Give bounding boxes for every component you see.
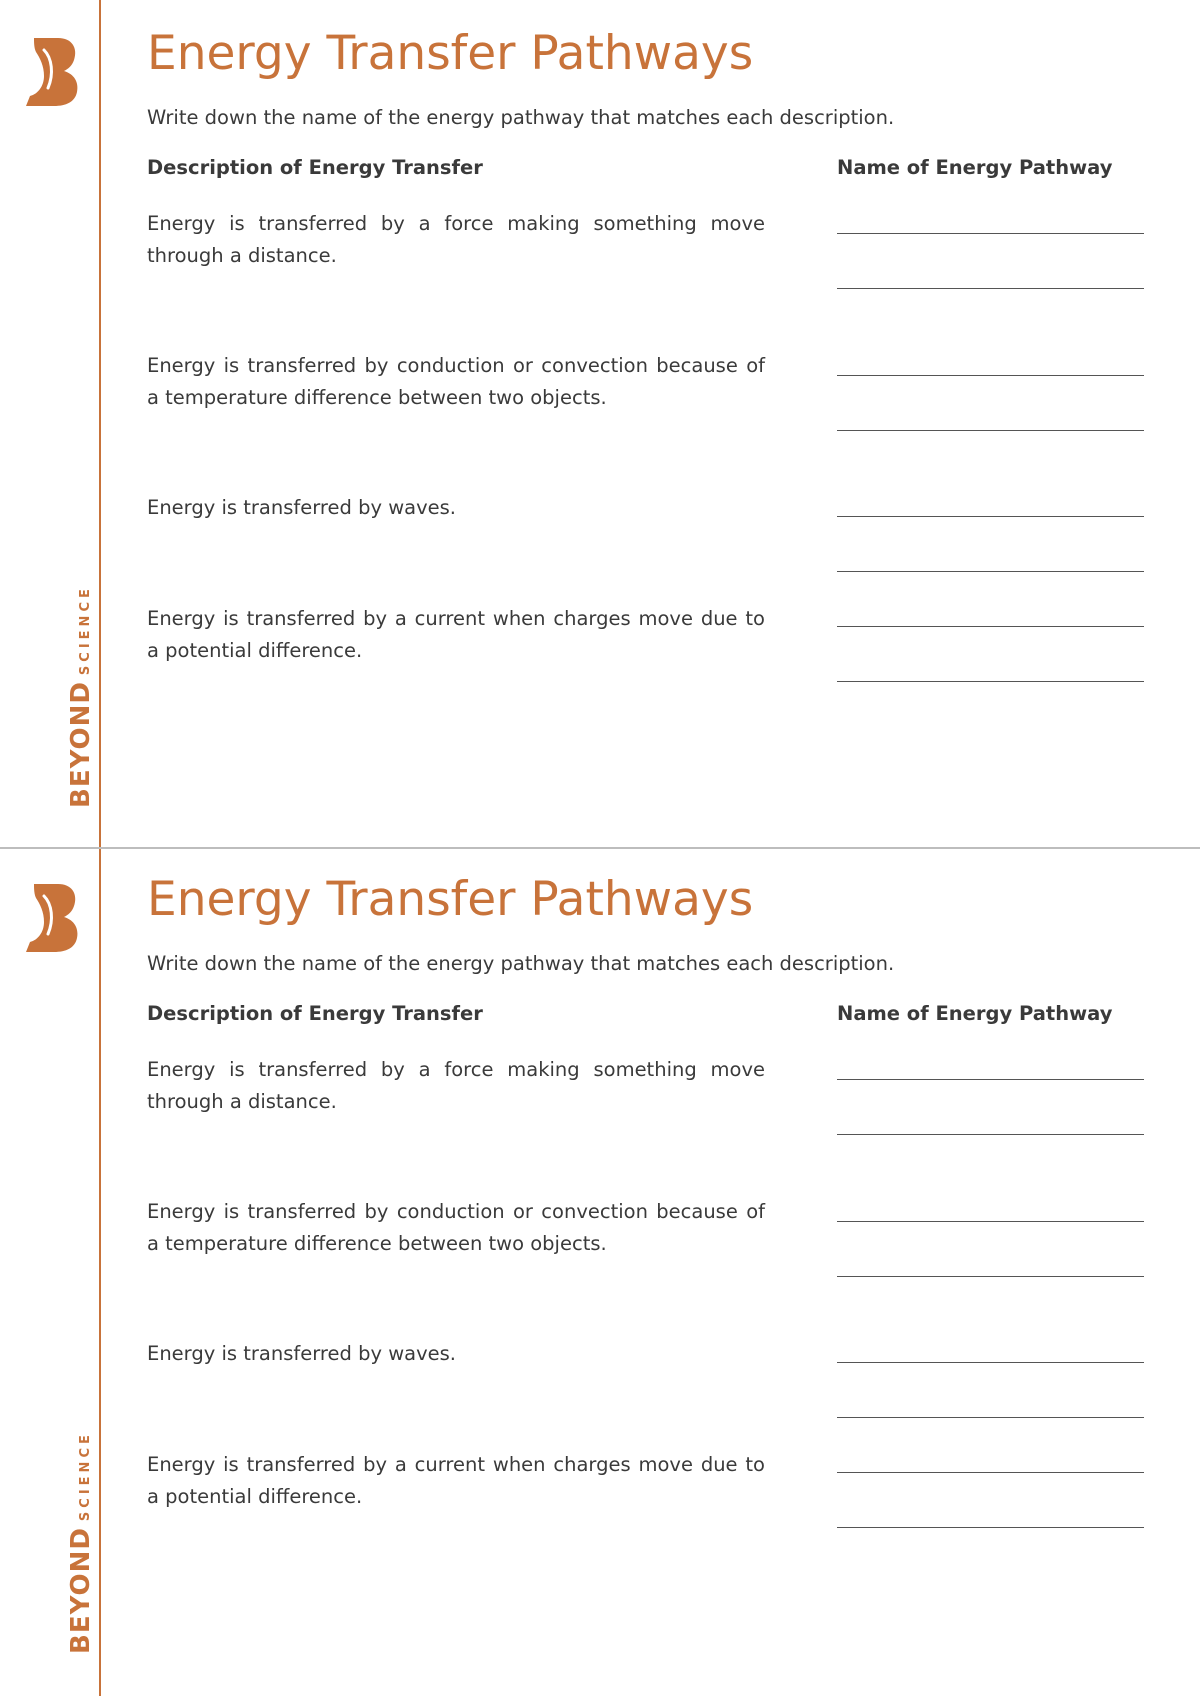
description-row-4: Energy is transferred by a current when charges move due to a potential difference. [147,1453,765,1508]
brand-wordmark [36,1366,96,1656]
description-row-1: Energy is transferred by a force making something move through a distance. [147,1058,765,1113]
answer-line[interactable] [837,1276,1144,1277]
beyond-logo-icon [24,882,80,952]
answer-line[interactable] [837,1527,1144,1528]
answer-line[interactable] [837,1079,1144,1080]
answer-line[interactable] [837,571,1144,572]
instructions: Write down the name of the energy pathway that matches each description. [147,952,895,975]
description-row-4: Energy is transferred by a current when charges move due to a potential difference. [147,607,765,662]
description-row-2: Energy is transferred by conduction or convection because of a temperature difference between two objects. [147,354,765,409]
column-header-description: Description of Energy Transfer [147,1002,483,1025]
answer-line[interactable] [837,626,1144,627]
page-title: Energy Transfer Pathways [147,872,754,927]
worksheet-top [0,0,1200,847]
answer-line[interactable] [837,375,1144,376]
description-row-1: Energy is transferred by a force making something move through a distance. [147,212,765,267]
answer-line[interactable] [837,430,1144,431]
instructions: Write down the name of the energy pathway that matches each description. [147,106,895,129]
column-header-pathway: Name of Energy Pathway [837,1002,1113,1025]
page-title: Energy Transfer Pathways [147,26,754,81]
brand-name-sub: SCIENCE [78,585,93,676]
answer-line[interactable] [837,288,1144,289]
column-header-pathway: Name of Energy Pathway [837,156,1113,179]
answer-line[interactable] [837,1472,1144,1473]
answer-line[interactable] [837,233,1144,234]
answer-line[interactable] [837,681,1144,682]
answer-line[interactable] [837,1134,1144,1135]
description-row-2: Energy is transferred by conduction or convection because of a temperature difference between two objects. [147,1200,765,1255]
answer-line[interactable] [837,1417,1144,1418]
answer-line[interactable] [837,1221,1144,1222]
brand-wordmark [36,520,96,810]
column-header-description: Description of Energy Transfer [147,156,483,179]
brand-name-main: BEYOND [66,1527,96,1654]
beyond-logo-icon [24,36,80,106]
description-row-3: Energy is transferred by waves. [147,1342,456,1365]
brand-name-sub: SCIENCE [78,1431,93,1522]
answer-line[interactable] [837,516,1144,517]
worksheet-bottom [0,846,1200,1693]
answer-line[interactable] [837,1362,1144,1363]
brand-name-main: BEYOND [66,681,96,808]
description-row-3: Energy is transferred by waves. [147,496,456,519]
